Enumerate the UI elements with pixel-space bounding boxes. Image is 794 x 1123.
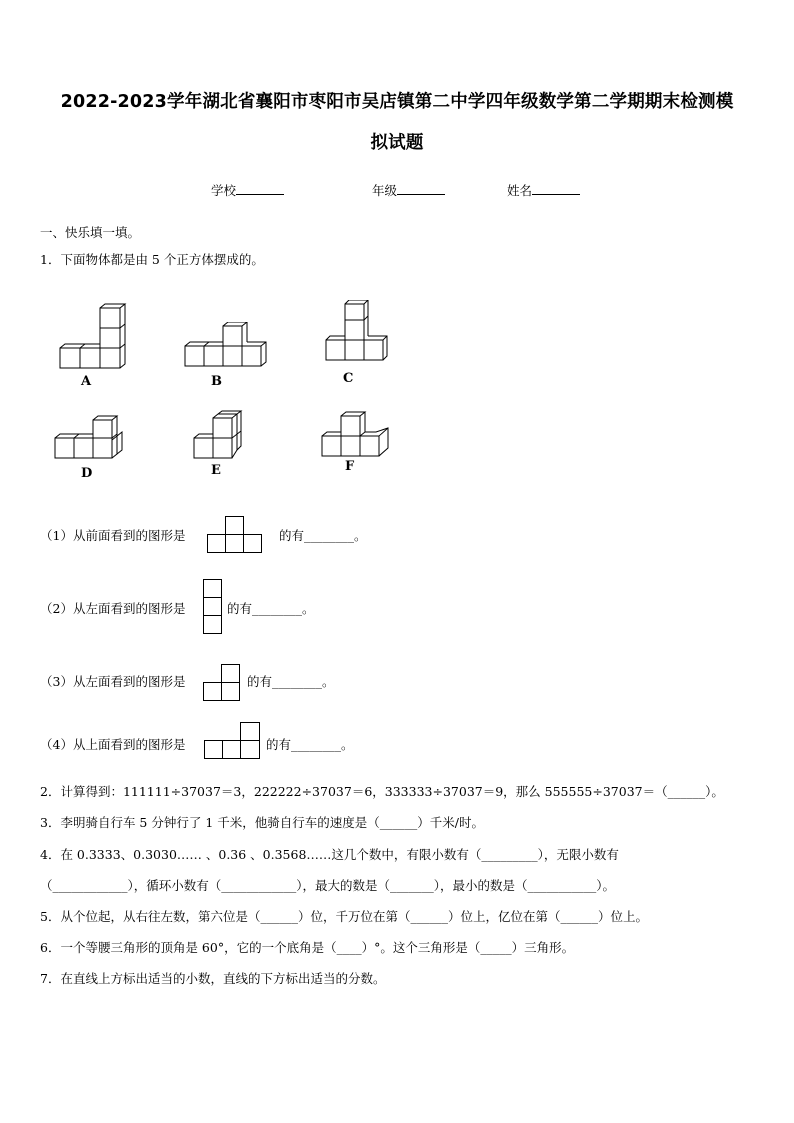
cube-figure-b (180, 322, 270, 372)
grade-blank[interactable] (397, 182, 445, 195)
grade-field (372, 181, 445, 199)
sub-question-2-suffix[interactable]: 的有________。 (227, 601, 315, 616)
sub-question-1-prefix: （1）从前面看到的图形是 (40, 528, 186, 543)
question-1-stem: 1．下面物体都是由 5 个正方体摆成的。 (40, 252, 264, 267)
question-2: 2．计算得到：111111÷37037＝3，222222÷37037＝6，333333÷37037＝9，那么 555555÷37037＝（______）。 (40, 784, 724, 799)
name-field (507, 181, 580, 199)
question-3: 3．李明骑自行车 5 分钟行了 1 千米，他骑自行车的速度是（______）千米/时。 (40, 815, 484, 830)
cube-figure-e (190, 408, 250, 462)
sub-question-3-suffix[interactable]: 的有________。 (247, 674, 335, 689)
question-4-line1: 4．在 0.3333、0.3030…… 、0.36 、0.3568……这几个数中，有限小数有（_________），无限小数有 (40, 847, 619, 862)
school-field (211, 181, 284, 199)
cube-figure-f (318, 410, 398, 460)
label-c: C (343, 371, 354, 386)
label-f: F (345, 459, 355, 474)
name-label: 姓名 (507, 183, 533, 198)
question-6: 6．一个等腰三角形的顶角是 60°，它的一个底角是（____）°。这个三角形是（_____）三角形。 (40, 940, 575, 955)
cube-figure-d (52, 414, 127, 464)
page-title-line2: 拟试题 (370, 133, 424, 153)
school-blank[interactable] (236, 182, 284, 195)
school-label: 学校 (211, 183, 237, 198)
section-heading: 一、快乐填一填。 (40, 225, 141, 240)
sub-question-2-prefix: （2）从左面看到的图形是 (40, 601, 186, 616)
front-view-grid (207, 516, 263, 554)
left-view-grid-a (203, 579, 222, 635)
cube-figure-a (55, 303, 130, 373)
top-view-grid (204, 722, 261, 760)
sub-question-4-prefix: （4）从上面看到的图形是 (40, 737, 186, 752)
name-blank[interactable] (532, 182, 580, 195)
page-title-line1: 2022-2023学年湖北省襄阳市枣阳市吴店镇第二中学四年级数学第二学期期末检测模 (60, 92, 734, 112)
grade-label: 年级 (372, 183, 398, 198)
question-4-line2: （____________），循环小数有（____________），最大的数是（_______），最小的数是（___________）。 (40, 878, 616, 893)
label-d: D (81, 466, 93, 481)
cube-figure-c (322, 300, 392, 366)
question-7: 7．在直线上方标出适当的小数，直线的下方标出适当的分数。 (40, 971, 386, 986)
sub-question-4-suffix[interactable]: 的有________。 (266, 737, 354, 752)
label-e: E (211, 463, 221, 478)
sub-question-3-prefix: （3）从左面看到的图形是 (40, 674, 186, 689)
label-a: A (81, 374, 92, 389)
left-view-grid-b (203, 664, 241, 702)
sub-question-1-suffix[interactable]: 的有________。 (279, 528, 367, 543)
label-b: B (211, 374, 222, 389)
question-5: 5．从个位起，从右往左数，第六位是（______）位，千万位在第（______）位上，亿位在第（______）位上。 (40, 909, 648, 924)
